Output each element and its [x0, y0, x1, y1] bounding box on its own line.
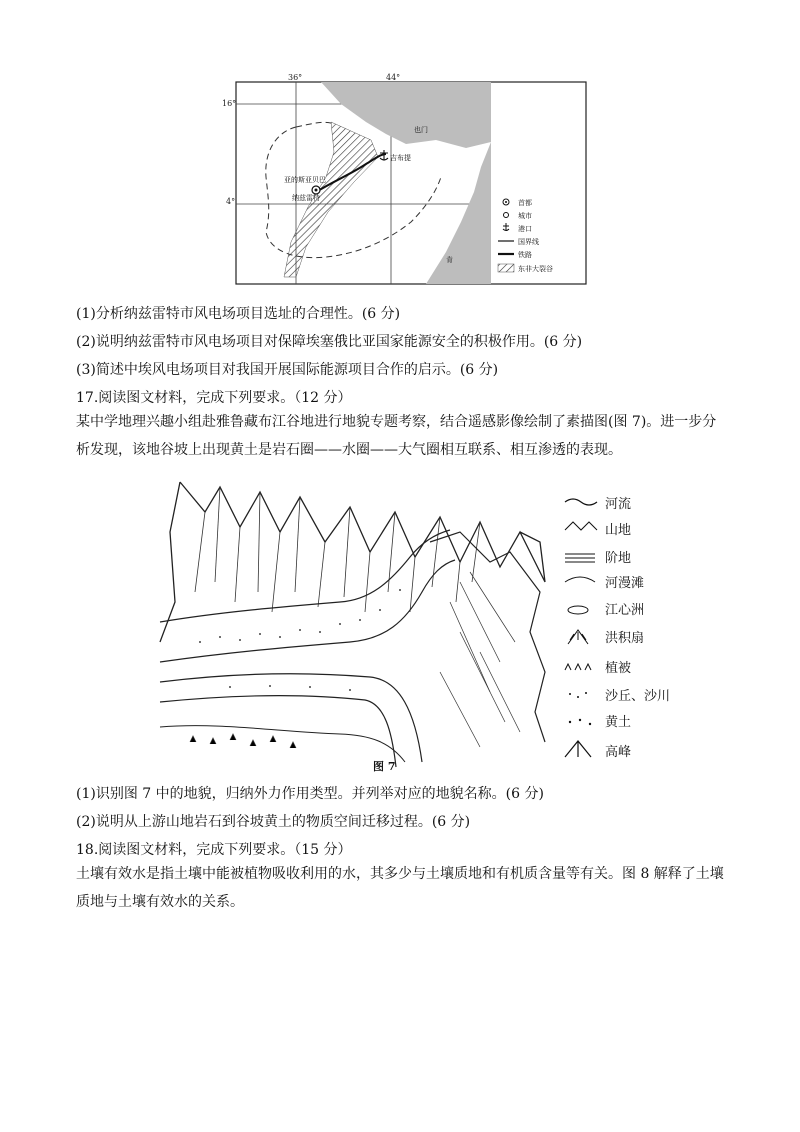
- legend-port: 港口: [518, 225, 532, 233]
- q18-intro: 土壤有效水是指土壤中能被植物吸收利用的水，其多少与土壤质地和有机质含量等有关。图 8 解释了土壤质地与土壤有效水的关系。: [76, 866, 724, 910]
- q16-sub3: (3)简述中埃风电场项目对我国开展国际能源项目合作的启示。(6 分): [76, 362, 499, 378]
- lat-label-16: 16°: [222, 99, 237, 108]
- loess-symbol: [569, 719, 591, 725]
- legend-river: 河流: [605, 497, 632, 512]
- q18-heading: 18.阅读图文材料，完成下列要求。（15 分）: [76, 842, 352, 858]
- legend-floodplain: 河漫滩: [605, 576, 645, 591]
- legend-sand: 沙丘、沙川: [605, 689, 671, 704]
- terrace-symbol: [565, 554, 595, 562]
- legend-border: 国界线: [518, 238, 539, 246]
- river-symbol: [565, 499, 597, 505]
- lat-label-4: 4°: [226, 197, 236, 206]
- mountain-symbol: [565, 522, 597, 530]
- label-addis: 亚的斯亚贝巴: [284, 176, 326, 184]
- legend-fan: 洪积扇: [605, 631, 645, 646]
- lon-label-44: 44°: [386, 73, 401, 82]
- legend-sandbar: 江心洲: [605, 603, 645, 618]
- lon-label-36: 36°: [288, 73, 303, 82]
- q17-heading: 17.阅读图文材料，完成下列要求。（12 分）: [76, 390, 352, 406]
- legend-city: 城市: [518, 212, 532, 220]
- label-ke: 肯: [446, 256, 453, 264]
- legend-capital: 首都: [518, 199, 532, 207]
- q16-sub1: (1)分析纳兹雷特市风电场项目选址的合理性。(6 分): [76, 306, 401, 322]
- sandbar-symbol: [568, 606, 588, 614]
- legend-peak: 高峰: [605, 745, 632, 760]
- q17-intro: 某中学地理兴趣小组赴雅鲁藏布江谷地进行地貌专题考察，结合遥感影像绘制了素描图(图 7)。进一步分析发现，该地谷坡上出现黄土是岩石圈——水圈——大气圈相互联系、相互渗透的表现。: [76, 414, 717, 458]
- sand-symbol: [569, 692, 587, 698]
- label-yemen: 也门: [414, 126, 428, 134]
- vegetation-symbol: [565, 664, 591, 670]
- fan-symbol: [568, 630, 588, 644]
- legend-terrace: 阶地: [605, 551, 632, 566]
- legend-vegetation: 植被: [605, 661, 632, 676]
- legend-railway: 铁路: [518, 251, 532, 259]
- label-djibouti: 吉布提: [390, 154, 411, 162]
- q17-sub1: (1)识别图 7 中的地貌，归纳外力作用类型。并列举对应的地貌名称。(6 分): [76, 786, 544, 802]
- legend-loess: 黄土: [605, 715, 632, 730]
- legend-rift: 东非大裂谷: [518, 265, 553, 273]
- figure7-caption: 图 7: [373, 760, 396, 773]
- valley-sketch: [160, 472, 720, 772]
- floodplain-symbol: [565, 577, 595, 582]
- east-africa-map: [222, 73, 586, 284]
- figure7-legend: [565, 496, 670, 760]
- label-nazret: 纳兹雷特: [292, 194, 320, 202]
- q16-sub2: (2)说明纳兹雷特市风电场项目对保障埃塞俄比亚国家能源安全的积极作用。(6 分): [76, 334, 583, 350]
- legend-mountain: 山地: [605, 523, 632, 538]
- peak-symbol: [565, 741, 591, 757]
- q17-sub2: (2)说明从上游山地岩石到谷坡黄土的物质空间迁移过程。(6 分): [76, 814, 471, 830]
